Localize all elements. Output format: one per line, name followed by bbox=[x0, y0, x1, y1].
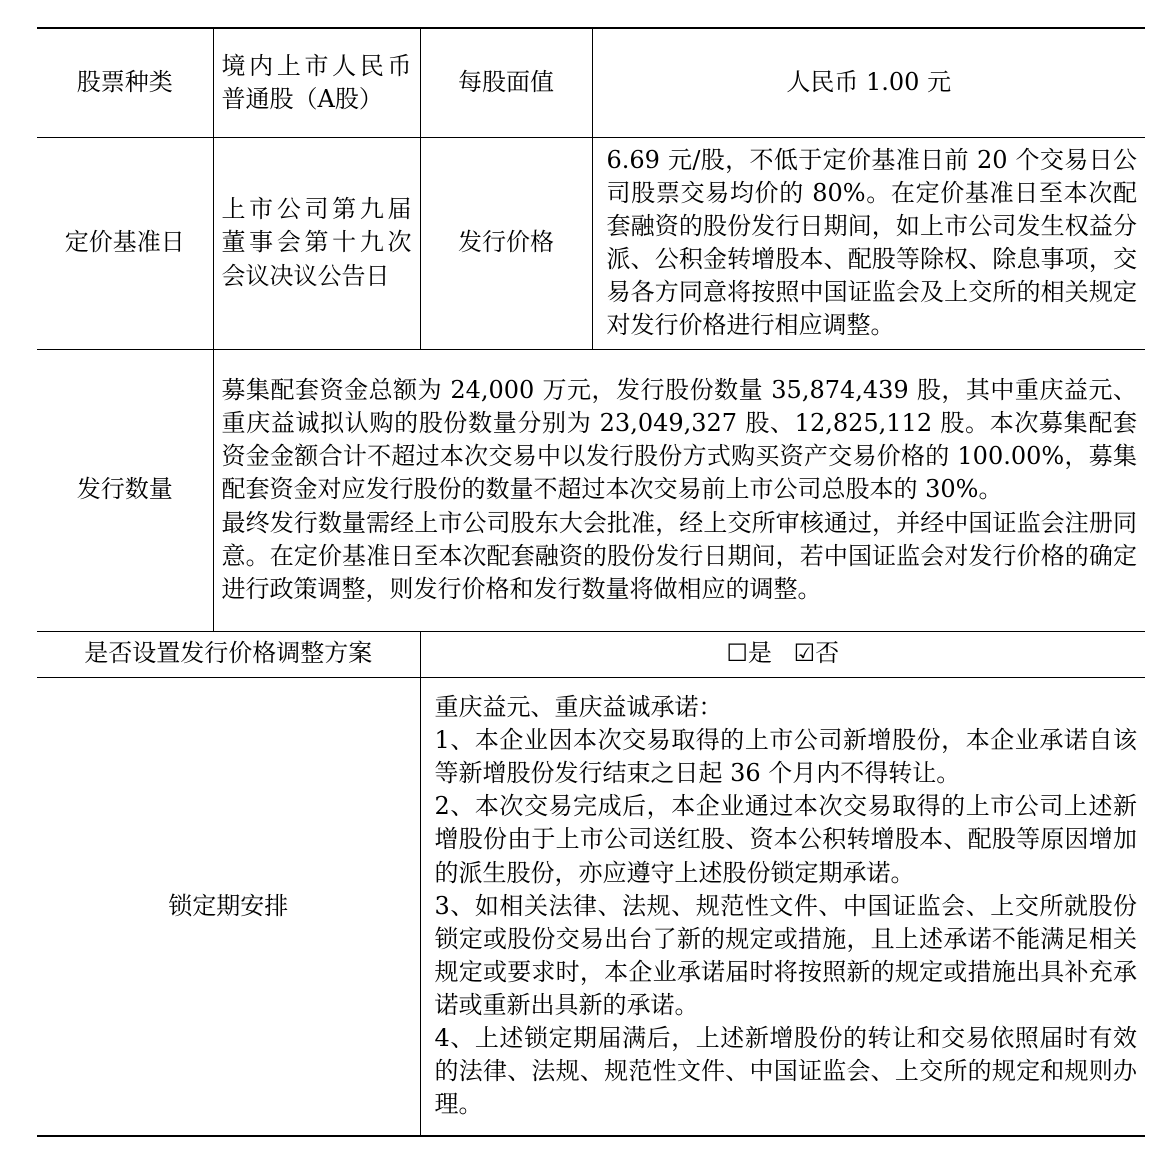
value-adjustment bbox=[420, 631, 1145, 677]
table-row-issue-quantity bbox=[37, 349, 1145, 631]
lockup-item-1: 1、本企业因本次交易取得的上市公司新增股份，本企业承诺自该等新增股份发行结束之日起 36 个月内不得转让。 bbox=[434, 726, 1137, 788]
table-row-pricing bbox=[37, 137, 1145, 349]
table-row-adjustment bbox=[37, 631, 1145, 677]
value-issue-quantity bbox=[213, 349, 1145, 631]
value-par-value: 人民币 1.00 元 bbox=[592, 28, 1145, 137]
table-row-lockup bbox=[37, 677, 1145, 1136]
lockup-item-3: 3、如相关法律、法规、规范性文件、中国证监会、上交所就股份锁定或股份交易出台了新的规定或措施，且上述承诺不能满足相关规定或要求时，本企业承诺届时将按照新的规定或措施出具补充承诺或重新出具新的承诺。 bbox=[434, 891, 1137, 1020]
table-row-stock-type bbox=[37, 28, 1145, 137]
label-issue-quantity: 发行数量 bbox=[37, 349, 213, 631]
issue-quantity-paragraph-1: 募集配套资金总额为 24,000 万元，发行股份数量 35,874,439 股，其中重庆益元、重庆益诚拟认购的股份数量分别为 23,049,327 股、12,825,112 股。本次募集配套资金金额合计不超过本次交易中以发行股份方式购买资产交易价格的 100.00%，募集配套资金对应发行股份的数量不超过本次交易前上市公司总股本的 30%。 bbox=[221, 376, 1137, 504]
option-yes-checkbox: ☐是 bbox=[726, 639, 772, 668]
value-issue-price: 6.69 元/股，不低于定价基准日前 20 个交易日公司股票交易均价的 80%。在定价基准日至本次配套融资的股份发行日期间，如上市公司发生权益分派、公积金转增股本、配股等除权、除息事项，交易各方同意将按照中国证监会及上交所的相关规定对发行价格进行相应调整。 bbox=[592, 137, 1145, 349]
value-stock-type: 境内上市人民币普通股（A股） bbox=[213, 28, 420, 137]
label-par-value: 每股面值 bbox=[420, 28, 592, 137]
lockup-item-2: 2、本次交易完成后，本企业通过本次交易取得的上市公司上述新增股份由于上市公司送红股、资本公积转增股本、配股等原因增加的派生股份，亦应遵守上述股份锁定期承诺。 bbox=[434, 792, 1137, 887]
label-adjustment: 是否设置发行价格调整方案 bbox=[37, 631, 420, 677]
label-issue-price: 发行价格 bbox=[420, 137, 592, 349]
value-pricing-date: 上市公司第九届董事会第十九次会议决议公告日 bbox=[213, 137, 420, 349]
value-lockup bbox=[420, 677, 1145, 1136]
option-no-checkbox: ☑否 bbox=[793, 639, 840, 668]
lockup-intro: 重庆益元、重庆益诚承诺： bbox=[434, 693, 723, 722]
share-issuance-table bbox=[37, 27, 1145, 1137]
issue-quantity-paragraph-2: 最终发行数量需经上市公司股东大会批准，经上交所审核通过，并经中国证监会注册同意。在定价基准日至本次配套融资的股份发行日期间，若中国证监会对发行价格的确定进行政策调整，则发行价格和发行数量将做相应的调整。 bbox=[221, 508, 1137, 603]
lockup-item-4: 4、上述锁定期届满后，上述新增股份的转让和交易依照届时有效的法律、法规、规范性文件、中国证监会、上交所的规定和规则办理。 bbox=[434, 1024, 1137, 1119]
label-pricing-date: 定价基准日 bbox=[37, 137, 213, 349]
label-stock-type: 股票种类 bbox=[37, 28, 213, 137]
label-lockup: 锁定期安排 bbox=[37, 677, 420, 1136]
